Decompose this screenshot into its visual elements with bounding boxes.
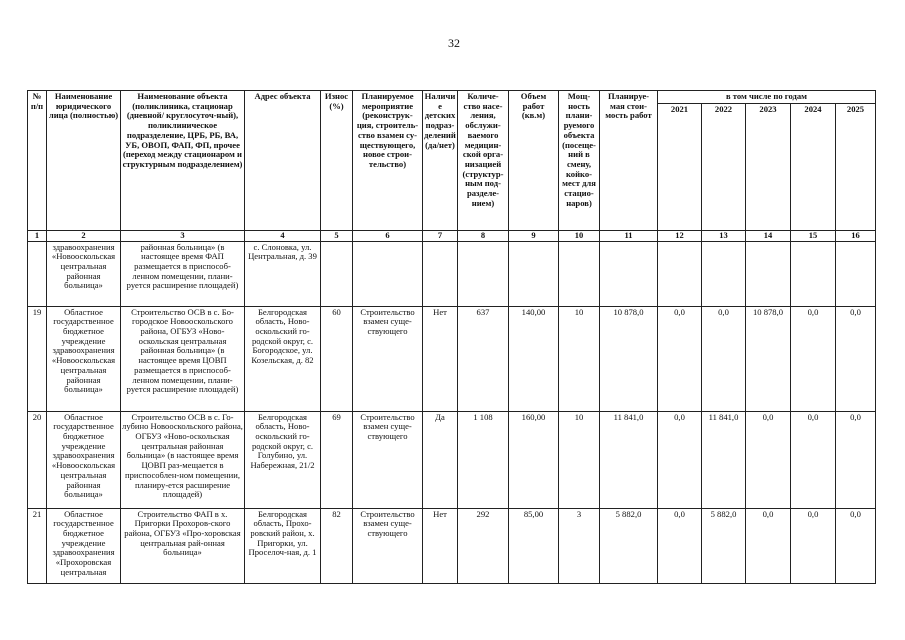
column-number: 5 [321,231,353,242]
row-2021 [658,241,702,306]
row-2023: 10 878,0 [746,306,791,411]
row-population: 292 [458,508,509,583]
row-org: Областное государственное бюджетное учреждение здравоохранения «Новооскольская центральная районная больница» [47,411,121,508]
column-number: 14 [746,231,791,242]
facilities-table [27,90,876,584]
table-row [28,508,876,583]
row-2022: 0,0 [702,306,746,411]
row-num: 21 [28,508,47,583]
row-2023: 0,0 [746,411,791,508]
column-number: 13 [702,231,746,242]
row-capacity: 3 [559,508,600,583]
row-capacity: 10 [559,411,600,508]
header-cost: Планируе-мая стои-мость работ [600,91,658,231]
row-children [423,241,458,306]
row-population [458,241,509,306]
row-wear: 82 [321,508,353,583]
row-wear: 69 [321,411,353,508]
column-number-row [28,231,876,242]
header-object: Наименование объекта (поликлиника, стационар (дневной/ круглосуточ-ный), поликлиническое подразделение, ЦРБ, РБ, ВА, УБ, ОВОП, ФАП, ФП, прочее (переход между стационаром и структурным подразделением) [121,91,245,231]
row-num: 20 [28,411,47,508]
row-volume: 160,00 [509,411,559,508]
row-org: Областное государственное бюджетное учреждение здравоохранения «Новооскольская центральная районная больница» [47,306,121,411]
row-object: Строительство ОСВ в с. Го-лубино Новооскольского района, ОГБУЗ «Ново-оскольская центральная районная больница» (в настоящее время ЦОВП раз-мещается в приспособлен-ном помещении, планиру-ется расширение площадей) [121,411,245,508]
row-2022 [702,241,746,306]
table-row [28,241,876,306]
header-org: Наименование юридического лица (полностью) [47,91,121,231]
column-number: 9 [509,231,559,242]
header-capacity: Мощ-ность плани-руемого объекта (посеще-ний в смену, койко-мест для стацио-наров) [559,91,600,231]
row-children: Да [423,411,458,508]
row-measure: Строительство взамен суще-ствующего [353,508,423,583]
header-address: Адрес объекта [245,91,321,231]
header-children: Наличие детских подраз-делений (да/нет) [423,91,458,231]
row-measure: Строительство взамен суще-ствующего [353,411,423,508]
row-measure [353,241,423,306]
column-number: 16 [836,231,876,242]
row-org: здравоохранения «Новооскольская центральная районная больница» [47,241,121,306]
row-volume: 140,00 [509,306,559,411]
row-2021: 0,0 [658,411,702,508]
row-2021: 0,0 [658,508,702,583]
row-measure: Строительство взамен суще-ствующего [353,306,423,411]
table-row [28,411,876,508]
header-year-2024: 2024 [791,104,836,231]
row-cost: 5 882,0 [600,508,658,583]
row-cost [600,241,658,306]
row-2024 [791,241,836,306]
column-number: 2 [47,231,121,242]
row-address: Белгородская область, Прохо-ровский район, х. Пригорки, ул. Проселоч-ная, д. 1 [245,508,321,583]
page-number: 32 [448,36,460,50]
header-year-2022: 2022 [702,104,746,231]
row-address: с. Слоновка, ул. Центральная, д. 39 [245,241,321,306]
row-capacity [559,241,600,306]
column-number: 12 [658,231,702,242]
row-2023: 0,0 [746,508,791,583]
row-org: Областное государственное бюджетное учреждение здравоохранения «Прохоровская центральная [47,508,121,583]
row-object: Строительство ФАП в х. Пригорки Прохоров-ского района, ОГБУЗ «Про-хоровская центральная рай-онная больница» [121,508,245,583]
row-children: Нет [423,508,458,583]
header-wear: Износ (%) [321,91,353,231]
column-number: 6 [353,231,423,242]
header-population: Количе-ство насе-ления, обслужи-ваемого медицин-ской орга-низацией (структур-ным под-разделе-нием) [458,91,509,231]
row-2025: 0,0 [836,508,876,583]
row-children: Нет [423,306,458,411]
row-2022: 5 882,0 [702,508,746,583]
row-num: 19 [28,306,47,411]
row-2025 [836,241,876,306]
row-volume: 85,00 [509,508,559,583]
column-number: 3 [121,231,245,242]
row-2024: 0,0 [791,508,836,583]
row-object: районная больница» (в настоящее время ФАП размещается в приспособ-ленном помещении, плани-руется расширение площадей) [121,241,245,306]
column-number: 15 [791,231,836,242]
row-address: Белгородская область, Ново-оскольский го-родской округ, с. Богородское, ул. Козельская, д. 82 [245,306,321,411]
row-population: 637 [458,306,509,411]
header-measure: Планируемое мероприятие (реконструк-ция, строитель-ство взамен су-ществующего, новое строи-тельство) [353,91,423,231]
table-row [28,306,876,411]
header-year-2021: 2021 [658,104,702,231]
row-num [28,241,47,306]
column-number: 11 [600,231,658,242]
column-number: 4 [245,231,321,242]
row-2021: 0,0 [658,306,702,411]
column-number: 10 [559,231,600,242]
row-wear [321,241,353,306]
row-2023 [746,241,791,306]
row-capacity: 10 [559,306,600,411]
row-2022: 11 841,0 [702,411,746,508]
header-volume: Объем работ (кв.м) [509,91,559,231]
row-volume [509,241,559,306]
column-number: 8 [458,231,509,242]
header-years-group: в том числе по годам [658,91,876,104]
row-population: 1 108 [458,411,509,508]
header-year-2025: 2025 [836,104,876,231]
row-2025: 0,0 [836,306,876,411]
column-number: 7 [423,231,458,242]
header-year-2023: 2023 [746,104,791,231]
row-2024: 0,0 [791,411,836,508]
row-2024: 0,0 [791,306,836,411]
row-object: Строительство ОСВ в с. Бо-городское Новооскольского района, ОГБУЗ «Ново-оскольская центральная районная больница» (в настоящее время ЦОВП размещается в приспособ-ленном помещении, плани-руется расширение площадей) [121,306,245,411]
row-cost: 11 841,0 [600,411,658,508]
row-cost: 10 878,0 [600,306,658,411]
row-wear: 60 [321,306,353,411]
column-number: 1 [28,231,47,242]
header-num: № п/п [28,91,47,231]
row-2025: 0,0 [836,411,876,508]
row-address: Белгородская область, Ново-оскольский го-родской округ, с. Голубино, ул. Набережная, 21/2 [245,411,321,508]
